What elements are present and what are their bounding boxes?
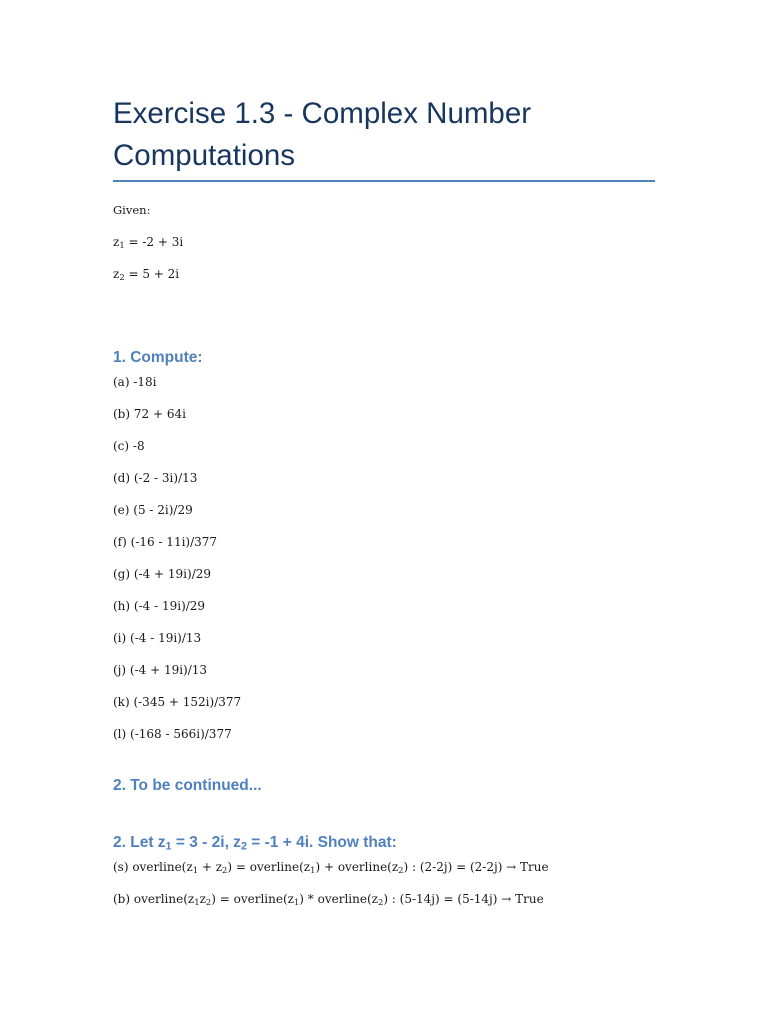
compute-item-j: (j) (-4 + 19i)/13 — [113, 663, 208, 677]
given-label: Given: — [113, 203, 151, 217]
compute-item-d: (d) (-2 - 3i)/13 — [113, 471, 198, 485]
page-title: Exercise 1.3 - Complex Number Computations — [113, 97, 532, 172]
identity-line-s: (s) $overline(z_1 + z_2)$ = $overline(z_1)$ + $overline(z_2)$ : (2-2j) = (2-2j) → True — [113, 860, 549, 876]
title-underline — [113, 180, 655, 182]
compute-item-k: (k) (-345 + 152i)/377 — [113, 695, 242, 709]
compute-item-c: (c) -8 — [113, 439, 145, 453]
identity-line-b: (b) $overline(z_1z_2)$ = $overline(z_1)$ * $overline(z_2)$ : (5-14j) = (5-14j) → True — [113, 892, 544, 908]
compute-item-g: (g) (-4 + 19i)/29 — [113, 567, 212, 581]
compute-item-a: (a) -18i — [113, 375, 157, 389]
compute-item-h: (h) (-4 - 19i)/29 — [113, 599, 206, 613]
section-heading-show-that: 2. Let $z_1 = 3 - 2i$, $z_2 = -1 + 4i$. Show that: — [113, 834, 397, 853]
compute-item-i: (i) (-4 - 19i)/13 — [113, 631, 202, 645]
given-z2: $z_2 = 5 + 2i$ — [113, 267, 180, 283]
compute-item-b: (b) 72 + 64i — [113, 407, 186, 421]
compute-item-f: (f) (-16 - 11i)/377 — [113, 535, 218, 549]
compute-item-l: (l) (-168 - 566i)/377 — [113, 727, 232, 741]
compute-item-e: (e) (5 - 2i)/29 — [113, 503, 193, 517]
given-z1: $z_1 = -2 + 3i$ — [113, 235, 184, 251]
section-heading-continued: 2. To be continued... — [113, 777, 262, 794]
section-heading-compute: 1. Compute: — [113, 349, 203, 366]
